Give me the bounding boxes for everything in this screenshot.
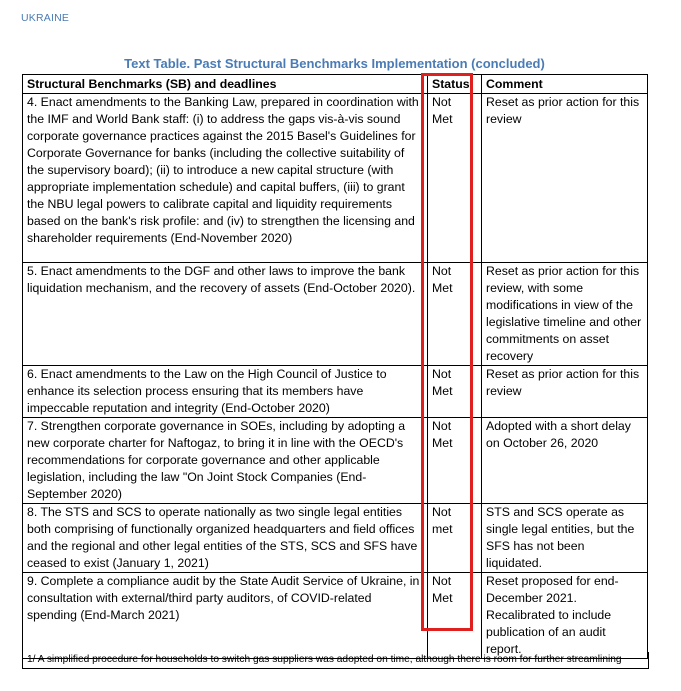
- status-line: Not: [432, 419, 452, 433]
- table-row: [23, 418, 648, 504]
- status-line: Not: [432, 264, 452, 278]
- comment-cell: Reset as prior action for this review: [482, 366, 648, 418]
- table-row: [23, 263, 648, 366]
- column-header-comment: Comment: [482, 75, 648, 94]
- benchmark-cell: 8. The STS and SCS to operate nationally as two single legal entities both comprising of functionally organized headquarters and field offices and the regional and other legal entities of the STS, SCS and SFS have ceased to exist (January 1, 2021): [23, 504, 428, 573]
- table-row: [23, 573, 648, 659]
- benchmark-cell: 5. Enact amendments to the DGF and other laws to improve the bank liquidation mechanism, and the recovery of assets (End-October 2020).: [23, 263, 428, 366]
- status-line: Met: [432, 281, 453, 295]
- table-title: Text Table. Past Structural Benchmarks Implementation (concluded): [124, 56, 545, 71]
- comment-cell: Reset proposed for end-December 2021. Recalibrated to include publication of an audit report.: [482, 573, 648, 659]
- status-line: Met: [432, 436, 453, 450]
- comment-cell: Reset as prior action for this review: [482, 94, 648, 263]
- table-row: [23, 504, 648, 573]
- column-header-status: Status: [428, 75, 482, 94]
- status-line: Met: [432, 384, 453, 398]
- comment-cell: Reset as prior action for this review, with some modifications in view of the legislative timeline and other commitments on asset recovery: [482, 263, 648, 366]
- column-header-benchmark: Structural Benchmarks (SB) and deadlines: [23, 75, 428, 94]
- country-header: UKRAINE: [21, 12, 70, 24]
- status-cell: [428, 263, 482, 366]
- comment-cell: STS and SCS operate as single legal entities, but the SFS has not been liquidated.: [482, 504, 648, 573]
- table-row: [23, 94, 648, 263]
- table-row: [23, 366, 648, 418]
- status-line: Met: [432, 591, 453, 605]
- benchmarks-table: [22, 74, 648, 659]
- status-line: met: [432, 522, 453, 536]
- header-row: [23, 75, 648, 94]
- comment-cell: Adopted with a short delay on October 26, 2020: [482, 418, 648, 504]
- status-cell: [428, 418, 482, 504]
- benchmark-cell: 6. Enact amendments to the Law on the High Council of Justice to enhance its selection process ensuring that its members have impeccable reputation and integrity (End-October 2020): [23, 366, 428, 418]
- status-line: Met: [432, 112, 453, 126]
- status-cell: [428, 504, 482, 573]
- status-line: Not: [432, 95, 452, 109]
- benchmark-cell: 4. Enact amendments to the Banking Law, prepared in coordination with the IMF and World Bank staff: (i) to address the gaps vis-à-vis sound corporate governance practices against the 2015 Basel's Guidelines for Corporate Governance for banks (including the collective suitability of the supervisory board); (ii) to introduce a new capital structure (with appropriate implementation schedule) and capital buffers, (iii) to grant the NBU legal powers to calibrate capital and liquidity requirements based on the bank's risk profile: and (iv) to strengthen the licensing and shareholder requirements (End-November 2020): [23, 94, 428, 263]
- status-line: Not: [432, 367, 452, 381]
- table-footnote: 1/ A simplified procedure for households to switch gas suppliers was adopted on time, although there is room for further streamlining: [22, 652, 649, 669]
- benchmark-cell: 9. Complete a compliance audit by the State Audit Service of Ukraine, in consultation with external/third party auditors, of COVID-related spending (End-March 2021): [23, 573, 428, 659]
- status-cell: [428, 94, 482, 263]
- status-line: Not: [432, 574, 452, 588]
- benchmark-cell: 7. Strengthen corporate governance in SOEs, including by adopting a new corporate charter for Naftogaz, to bring it in line with the OECD's recommendations for corporate governance and other applicable legislation, including the law "On Joint Stock Companies (End-September 2020): [23, 418, 428, 504]
- status-cell: [428, 366, 482, 418]
- status-line: Not: [432, 505, 452, 519]
- status-cell: [428, 573, 482, 659]
